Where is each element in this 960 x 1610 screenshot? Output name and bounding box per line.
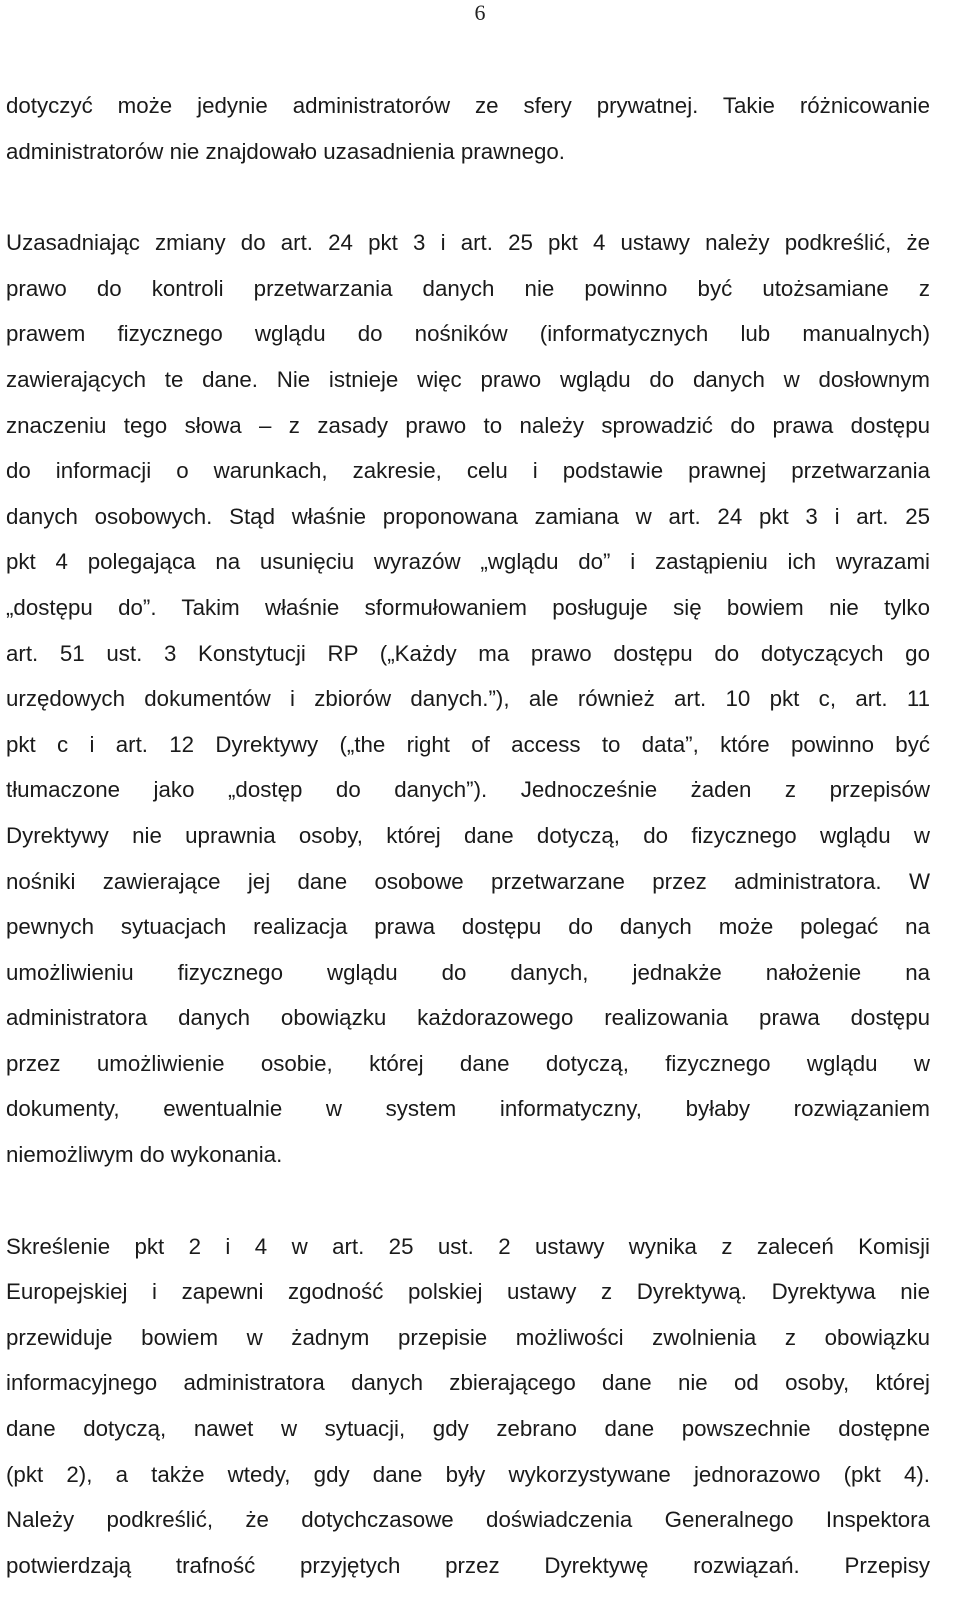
paragraph-3 xyxy=(6,1224,930,1589)
text-line: dane dotyczą, nawet w sytuacji, gdy zebrano dane powszechnie dostępne xyxy=(6,1416,930,1442)
text-line: „dostępu do”. Takim właśnie sformułowaniem posługuje się bowiem nie tylko xyxy=(6,594,930,620)
text-line: Skreślenie pkt 2 i 4 w art. 25 ust. 2 ustawy wynika z zaleceń Komisji xyxy=(6,1233,930,1259)
text-line: Należy podkreślić, że dotychczasowe doświadczenia Generalnego Inspektora xyxy=(6,1507,930,1533)
text-line: przez umożliwienie osobie, której dane dotyczą, fizycznego wglądu w xyxy=(6,1050,930,1076)
text-line: tłumaczone jako „dostęp do danych”). Jednocześnie żaden z przepisów xyxy=(6,777,930,803)
text-line: administratora danych obowiązku każdorazowego realizowania prawa dostępu xyxy=(6,1005,930,1031)
document-body xyxy=(6,83,930,1588)
text-line: Dyrektywy nie uprawnia osoby, której dane dotyczą, do fizycznego wglądu w xyxy=(6,822,930,848)
text-line: pkt 4 polegająca na usunięciu wyrazów „wglądu do” i zastąpieniu ich wyrazami xyxy=(6,549,930,575)
text-line: Uzasadniając zmiany do art. 24 pkt 3 i art. 25 pkt 4 ustawy należy podkreślić, że xyxy=(6,230,930,256)
text-line: prawem fizycznego wglądu do nośników (informatycznych lub manualnych) xyxy=(6,321,930,347)
text-line: nośniki zawierające jej dane osobowe przetwarzane przez administratora. W xyxy=(6,868,930,894)
text-line: pewnych sytuacjach realizacja prawa dostępu do danych może polegać na xyxy=(6,914,930,940)
text-line: administratorów nie znajdowało uzasadnienia prawnego. xyxy=(6,138,566,164)
text-line: pkt c i art. 12 Dyrektywy („the right of access to data”, które powinno być xyxy=(6,731,930,757)
page-number: 6 xyxy=(474,0,486,25)
text-line: informacyjnego administratora danych zbierającego dane nie od osoby, której xyxy=(6,1370,930,1396)
text-line: zawierających te dane. Nie istnieje więc prawo wglądu do danych w dosłownym xyxy=(6,366,930,392)
text-line: niemożliwym do wykonania. xyxy=(6,1142,283,1168)
paragraph-1 xyxy=(6,83,930,174)
text-line: (pkt 2), a także wtedy, gdy dane były wykorzystywane jednorazowo (pkt 4). xyxy=(6,1461,930,1487)
text-line: do informacji o warunkach, zakresie, celu i podstawie prawnej przetwarzania xyxy=(6,458,930,484)
text-line: prawo do kontroli przetwarzania danych nie powinno być utożsamiane z xyxy=(6,275,930,301)
paragraph-2 xyxy=(6,220,930,1177)
text-line: przewiduje bowiem w żadnym przepisie możliwości zwolnienia z obowiązku xyxy=(6,1324,930,1350)
text-line: dotyczyć może jedynie administratorów ze sfery prywatnej. Takie różnicowanie xyxy=(6,93,930,118)
text-line: urzędowych dokumentów i zbiorów danych.”), ale również art. 10 pkt c, art. 11 xyxy=(6,686,930,712)
text-line: art. 51 ust. 3 Konstytucji RP („Każdy ma prawo dostępu do dotyczących go xyxy=(6,640,930,666)
text-line: dokumenty, ewentualnie w system informatyczny, byłaby rozwiązaniem xyxy=(6,1096,930,1122)
text-line: potwierdzają trafność przyjętych przez Dyrektywę rozwiązań. Przepisy xyxy=(6,1552,930,1578)
text-line: znaczeniu tego słowa – z zasady prawo to należy sprowadzić do prawa dostępu xyxy=(6,412,930,438)
text-line: danych osobowych. Stąd właśnie proponowana zamiana w art. 24 pkt 3 i art. 25 xyxy=(6,503,930,529)
text-line: Europejskiej i zapewni zgodność polskiej ustawy z Dyrektywą. Dyrektywa nie xyxy=(6,1279,930,1305)
text-line: umożliwieniu fizycznego wglądu do danych, jednakże nałożenie na xyxy=(6,959,930,985)
